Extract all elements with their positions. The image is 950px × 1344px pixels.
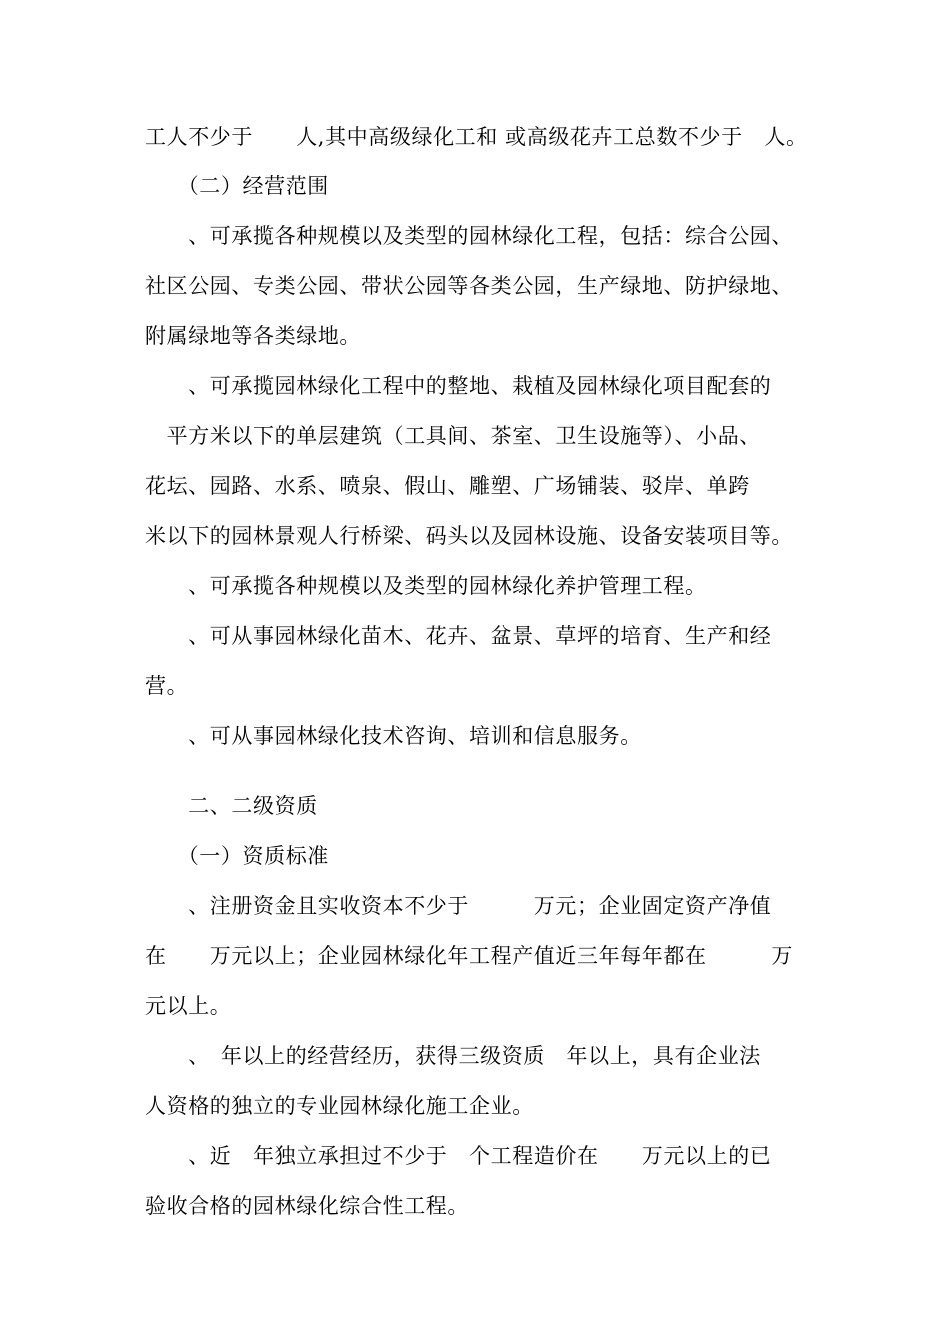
- text-line: 、 年以上的经营经历，获得三级资质 年以上，具有企业法: [145, 1044, 761, 1068]
- section-heading: （二）经营范围: [145, 174, 329, 198]
- text-line: 营。: [145, 674, 189, 698]
- text-line: 在 万元以上；企业园林绿化年工程产值近三年每年都在 万: [145, 944, 793, 968]
- text-line: 元以上。: [145, 994, 232, 1018]
- text-line: 验收合格的园林绿化综合性工程。: [145, 1194, 469, 1218]
- text-line: 人资格的独立的专业园林绿化施工企业。: [145, 1094, 534, 1118]
- text-line: 、注册资金且实收资本不少于 万元；企业固定资产净值: [145, 894, 772, 918]
- text-line: 、可承揽园林绿化工程中的整地、栽植及园林绿化项目配套的: [145, 374, 772, 398]
- text-line: 社区公园、专类公园、带状公园等各类公园，生产绿地、防护绿地、: [145, 274, 793, 298]
- text-line: 、可从事园林绿化技术咨询、培训和信息服务。: [145, 724, 642, 748]
- text-line: 、可承揽各种规模以及类型的园林绿化工程，包括：综合公园、: [145, 224, 793, 248]
- text-line: 花坛、园路、水系、喷泉、假山、雕塑、广场铺装、驳岸、单跨: [145, 474, 750, 498]
- text-line: 、可从事园林绿化苗木、花卉、盆景、草坪的培育、生产和经: [145, 624, 772, 648]
- section-heading: （一）资质标准: [145, 844, 329, 868]
- text-line: 平方米以下的单层建筑（工具间、茶室、卫生设施等）、小品、: [145, 424, 761, 448]
- text-line: 米以下的园林景观人行桥梁、码头以及园林设施、设备安装项目等。: [145, 524, 793, 548]
- text-line: 、近 年独立承担过不少于 个工程造价在 万元以上的已: [145, 1144, 772, 1168]
- section-heading: 二、二级资质: [145, 794, 318, 818]
- text-line: 工人不少于 人,其中高级绿化工和 或高级花卉工总数不少于 人。: [145, 125, 808, 149]
- text-line: 、可承揽各种规模以及类型的园林绿化养护管理工程。: [145, 574, 707, 598]
- text-line: 附属绿地等各类绿地。: [145, 324, 361, 348]
